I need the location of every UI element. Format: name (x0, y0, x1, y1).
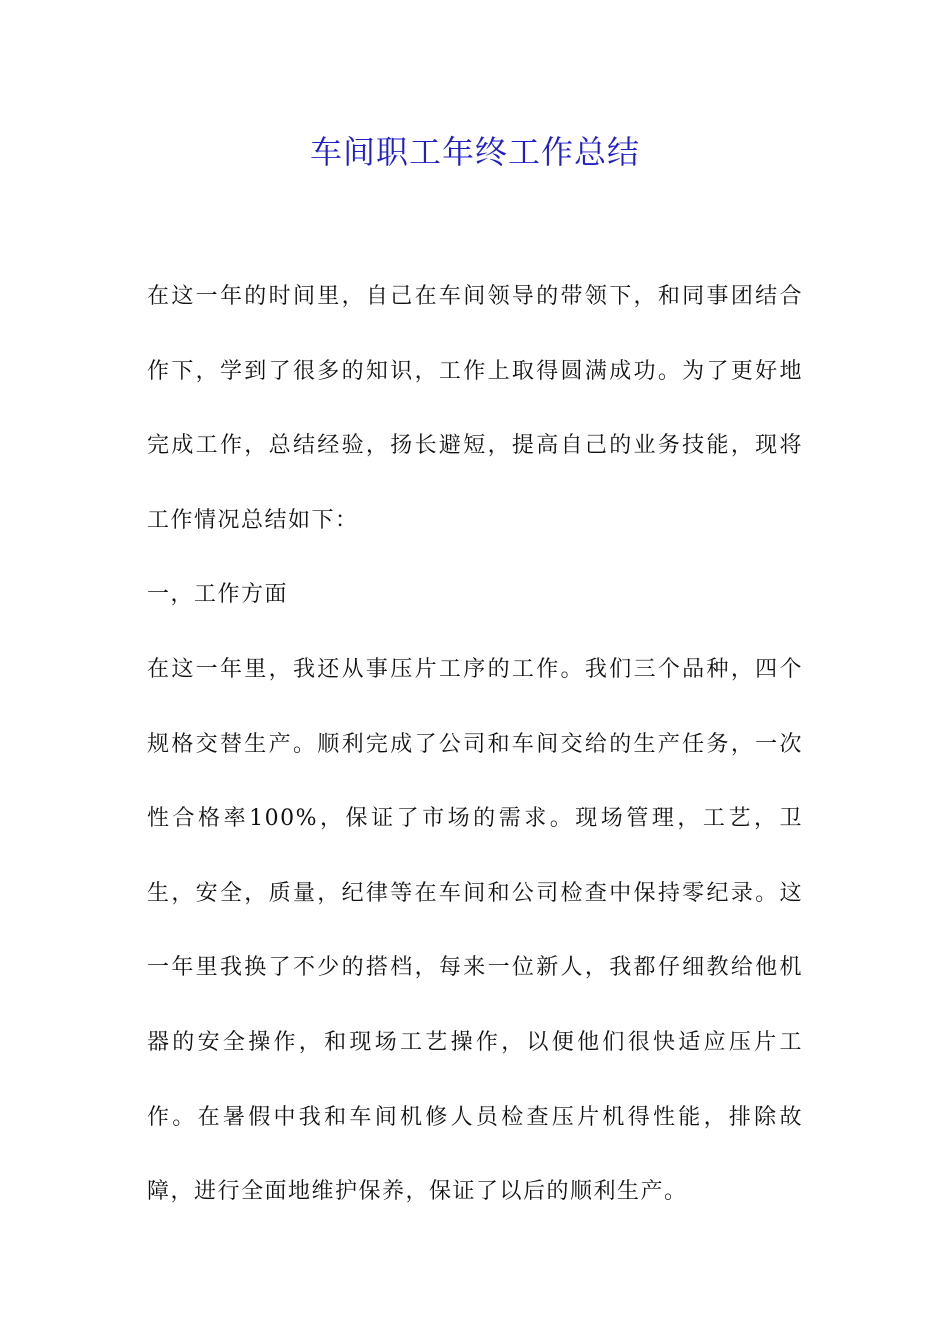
paragraph-work-details: 在这一年里，我还从事压片工序的工作。我们三个品种，四个规格交替生产。顺利完成了公司和车间交给的生产任务，一次性合格率100%，保证了市场的需求。现场管理，工艺，卫生，安全，质量，纪律等在车间和公司检查中保持零纪录。这一年里我换了不少的搭档，每来一位新人，我都仔细教给他机器的安全操作，和现场工艺操作，以便他们很快适应压片工作。在暑假中我和车间机修人员检查压片机得性能，排除故障，进行全面地维护保养，保证了以后的顺利生产。 (147, 656, 803, 1205)
paragraph-intro: 在这一年的时间里，自己在车间领导的带领下，和同事团结合作下，学到了很多的知识，工作上取得圆满成功。为了更好地完成工作，总结经验，扬长避短，提高自己的业务技能，现将工作情况总结如下： (147, 284, 803, 533)
page-title: 车间职工年终工作总结 (309, 133, 640, 171)
document-body (147, 260, 803, 1230)
section-heading-work: 一，工作方面 (147, 582, 289, 608)
